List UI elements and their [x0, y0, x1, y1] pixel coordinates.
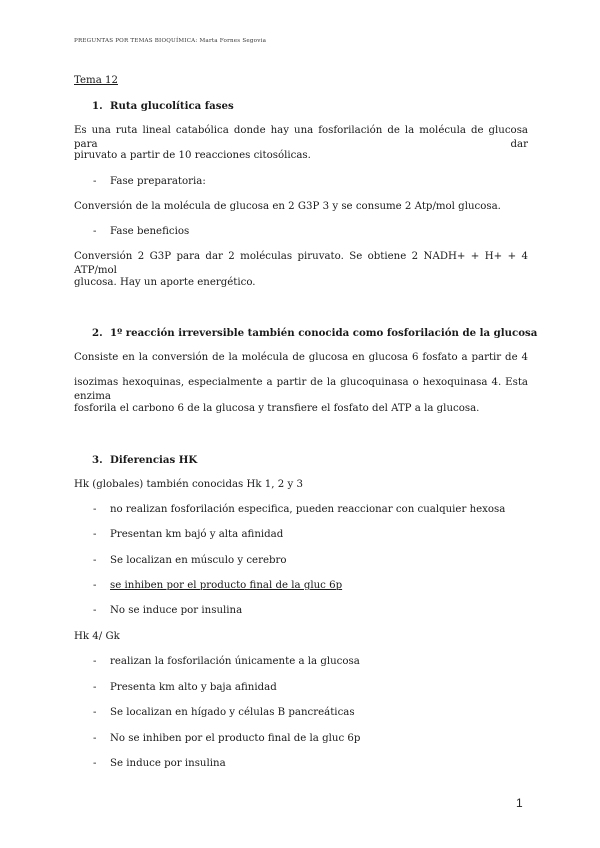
section-2-paragraph-line-2: isozimas hexoquinas, especialmente a partir de la glucoquinasa o hexoquinasa 4. Esta enzima — [74, 377, 528, 402]
section-2-heading — [92, 326, 537, 340]
phase-2-text-line-1: Conversión 2 G3P para dar 2 moléculas piruvato. Se obtiene 2 NADH+ + H+ + 4 ATP/mol — [74, 251, 528, 276]
group-1-item-text: se inhiben por el producto final de la gluc 6p — [110, 580, 343, 591]
section-3-number: 3. — [92, 454, 103, 466]
phase-1-bullet — [93, 175, 206, 189]
group-1-item-text: no realizan fosforilación especifica, pueden reaccionar con cualquier hexosa — [110, 504, 506, 515]
group-1-item — [93, 528, 283, 542]
section-3-heading — [92, 453, 197, 467]
bullet-dash: - — [93, 707, 97, 718]
bullet-dash: - — [93, 605, 97, 616]
page-number: 1 — [516, 796, 523, 810]
group-1-item-text: Presentan km bajó y alta afinidad — [110, 529, 284, 540]
section-2-paragraph-line-3: fosforila el carbono 6 de la glucosa y transfiere el fosfato del ATP a la glucosa. — [74, 403, 480, 414]
section-1-heading — [92, 99, 234, 113]
bullet-dash: - — [93, 758, 97, 769]
group-2-label: Hk 4/ Gk — [74, 631, 120, 642]
group-1-item-text: No se induce por insulina — [110, 605, 243, 616]
topic-title: Tema 12 — [74, 75, 118, 86]
section-2-number: 2. — [92, 327, 103, 339]
group-2-item-text: realizan la fosforilación únicamente a la glucosa — [110, 656, 360, 667]
group-1-item — [93, 579, 342, 593]
group-2-item-text: Se induce por insulina — [110, 758, 226, 769]
bullet-dash: - — [93, 504, 97, 515]
phase-1-label: Fase preparatoria: — [110, 176, 206, 187]
page-header: PREGUNTAS POR TEMAS BIOQUÍMICA: Marta Fornes Segovia — [74, 38, 267, 44]
group-1-item-text: Se localizan en músculo y cerebro — [110, 555, 287, 566]
group-1-label: Hk (globales) también conocidas Hk 1, 2 y 3 — [74, 479, 303, 490]
phase-2-label: Fase beneficios — [110, 226, 190, 237]
bullet-dash: - — [93, 226, 97, 237]
bullet-dash: - — [93, 176, 97, 187]
bullet-dash: - — [93, 580, 97, 591]
group-2-item-text: Se localizan en hígado y células B pancreáticas — [110, 707, 355, 718]
group-2-item — [93, 655, 360, 669]
section-1-paragraph-line-1: Es una ruta lineal catabólica donde hay una fosforilación de la molécula de glucosa para dar — [74, 125, 528, 150]
group-2-item — [93, 706, 355, 720]
group-2-item — [93, 732, 360, 746]
section-1-title: Ruta glucolítica fases — [110, 100, 234, 112]
bullet-dash: - — [93, 733, 97, 744]
group-1-item — [93, 503, 505, 517]
bullet-dash: - — [93, 529, 97, 540]
group-2-item-text: Presenta km alto y baja afinidad — [110, 682, 277, 693]
bullet-dash: - — [93, 682, 97, 693]
section-2-title: 1º reacción irreversible también conocida como fosforilación de la glucosa — [110, 327, 538, 339]
group-1-item — [93, 554, 287, 568]
group-2-item — [93, 757, 226, 771]
section-2-paragraph-line-1: Consiste en la conversión de la molécula de glucosa en glucosa 6 fosfato a partir de 4 — [74, 352, 528, 363]
section-3-title: Diferencias HK — [110, 454, 198, 466]
bullet-dash: - — [93, 656, 97, 667]
phase-2-bullet — [93, 225, 189, 239]
section-1-paragraph-line-2: piruvato a partir de 10 reacciones citosólicas. — [74, 150, 311, 161]
group-1-item — [93, 604, 242, 618]
phase-1-text: Conversión de la molécula de glucosa en 2 G3P 3 y se consume 2 Atp/mol glucosa. — [74, 201, 501, 212]
bullet-dash: - — [93, 555, 97, 566]
phase-2-text-line-2: glucosa. Hay un aporte energético. — [74, 277, 256, 288]
group-2-item-text: No se inhiben por el producto final de la gluc 6p — [110, 733, 361, 744]
section-1-number: 1. — [92, 100, 103, 112]
group-2-item — [93, 681, 277, 695]
